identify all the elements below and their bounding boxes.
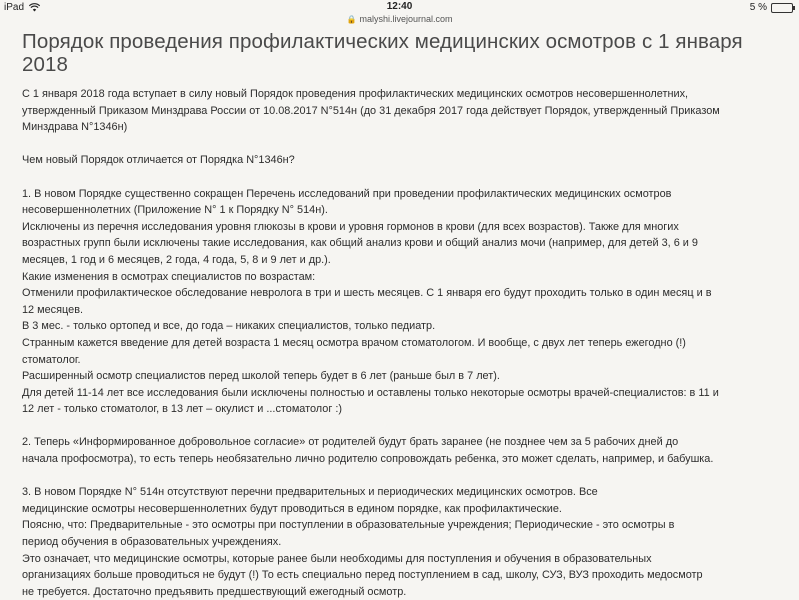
article-line: организациях больше проводиться не будут (!) То есть специально перед поступлением в сад, школу, СУЗ, ВУЗ проходить медосмотр [22,569,703,582]
article-line: не требуется. Достаточно предъявить предшествующий ежегодный осмотр. [22,585,407,598]
article-line: медицинские осмотры несовершеннолетних будут проводиться в едином порядке, как профилактические. [22,502,562,515]
article-line: месяцев, 1 год и 6 месяцев, 2 года, 4 года, 5, 8 и 9 лет и др.). [22,253,331,266]
article-line: 3. В новом Порядке N° 514н отсутствуют перечни предварительных и периодических медицинских осмотров. Все [22,486,598,499]
article-line: 12 лет - только стоматолог, в 13 лет – окулист и ...стоматолог :) [22,403,342,416]
url-text: malyshi.livejournal.com [359,14,453,24]
battery-percent: 5 % [749,2,767,13]
article-line: Отменили профилактическое обследование невролога в три и шесть месяцев. С 1 января его будут проходить только в один месяц и в [22,287,712,300]
article-line: стоматолог. [22,353,81,366]
article-line: С 1 января 2018 года вступает в силу новый Порядок проведения профилактических медицинских осмотров несовершеннолетних, [22,88,689,100]
article-line: Минздрава N°1346н) [22,121,128,134]
article-line: 1. В новом Порядке существенно сокращен Перечень исследований при проведении профилактических медицинских осмотров [22,187,672,200]
article-line [22,418,782,435]
article-line: 12 месяцев. [22,303,84,316]
article-line: Поясню, что: Предварительные - это осмотры при поступлении в образовательные учреждения; Периодические - это осмотры в [22,519,675,532]
article-title: Порядок проведения профилактических медицинских осмотров с 1 января 2018 [22,30,743,76]
article-line: Какие изменения в осмотрах специалистов по возрастам: [22,270,316,283]
article-line: Странным кажется введение для детей возраста 1 месяц осмотра врачом стоматологом. И вообще, с двух лет теперь ежегодно (!) [22,336,686,349]
article-line [22,169,782,186]
article-line: период обучения в образовательных учреждениях. [22,536,282,549]
article-line: 2. Теперь «Информированное добровольное согласие» от родителей будут брать заранее (не позднее чем за 5 рабочих дней до [22,436,679,449]
article-line: утвержденный Приказом Минздрава России от 10.08.2017 N°514н (до 31 декабря 2017 года действует Порядок, утвержденный Приказом [22,104,720,117]
article-line: Расширенный осмотр специалистов перед школой теперь будет в 6 лет (раньше был в 7 лет). [22,370,500,383]
article-line: Исключены из перечня исследования уровня глюкозы в крови и уровня гормонов в крови (для всех возрастов). Также для многих [22,220,679,233]
url-bar[interactable] [0,14,799,28]
status-right [750,2,793,13]
article-line [22,468,782,485]
lock-icon: 🔒 [346,15,357,24]
article-line: В 3 мес. - только ортопед и все, до года – никаких специалистов, только педиатр. [22,320,436,333]
article-line [22,136,782,153]
article [22,30,782,600]
article-line: Это означает, что медицинские осмотры, которые ранее были необходимы для поступления и обучения в образовательных [22,552,652,565]
article-line: Чем новый Порядок отличается от Порядка N°1346н? [22,154,295,167]
article-body [22,86,782,600]
article-line: начала профосмотра), то есть теперь необязательно лично родителю сопровождать ребенка, это может сделать, например, и бабушка. [22,453,714,466]
clock: 12:40 [386,1,413,12]
battery-icon [771,3,793,13]
device-name: iPad [4,2,25,13]
article-line: несовершеннолетних (Приложение N° 1 к Порядку N° 514н). [22,204,328,217]
article-line: Для детей 11-14 лет все исследования были исключены полностью и оставлены только некоторые осмотры врачей-специалистов: в 11 и [22,386,719,399]
article-line: возрастных групп были исключены такие исследования, как общий анализ крови и общий анализ мочи (например, для детей 3, 6 и 9 [22,237,698,250]
